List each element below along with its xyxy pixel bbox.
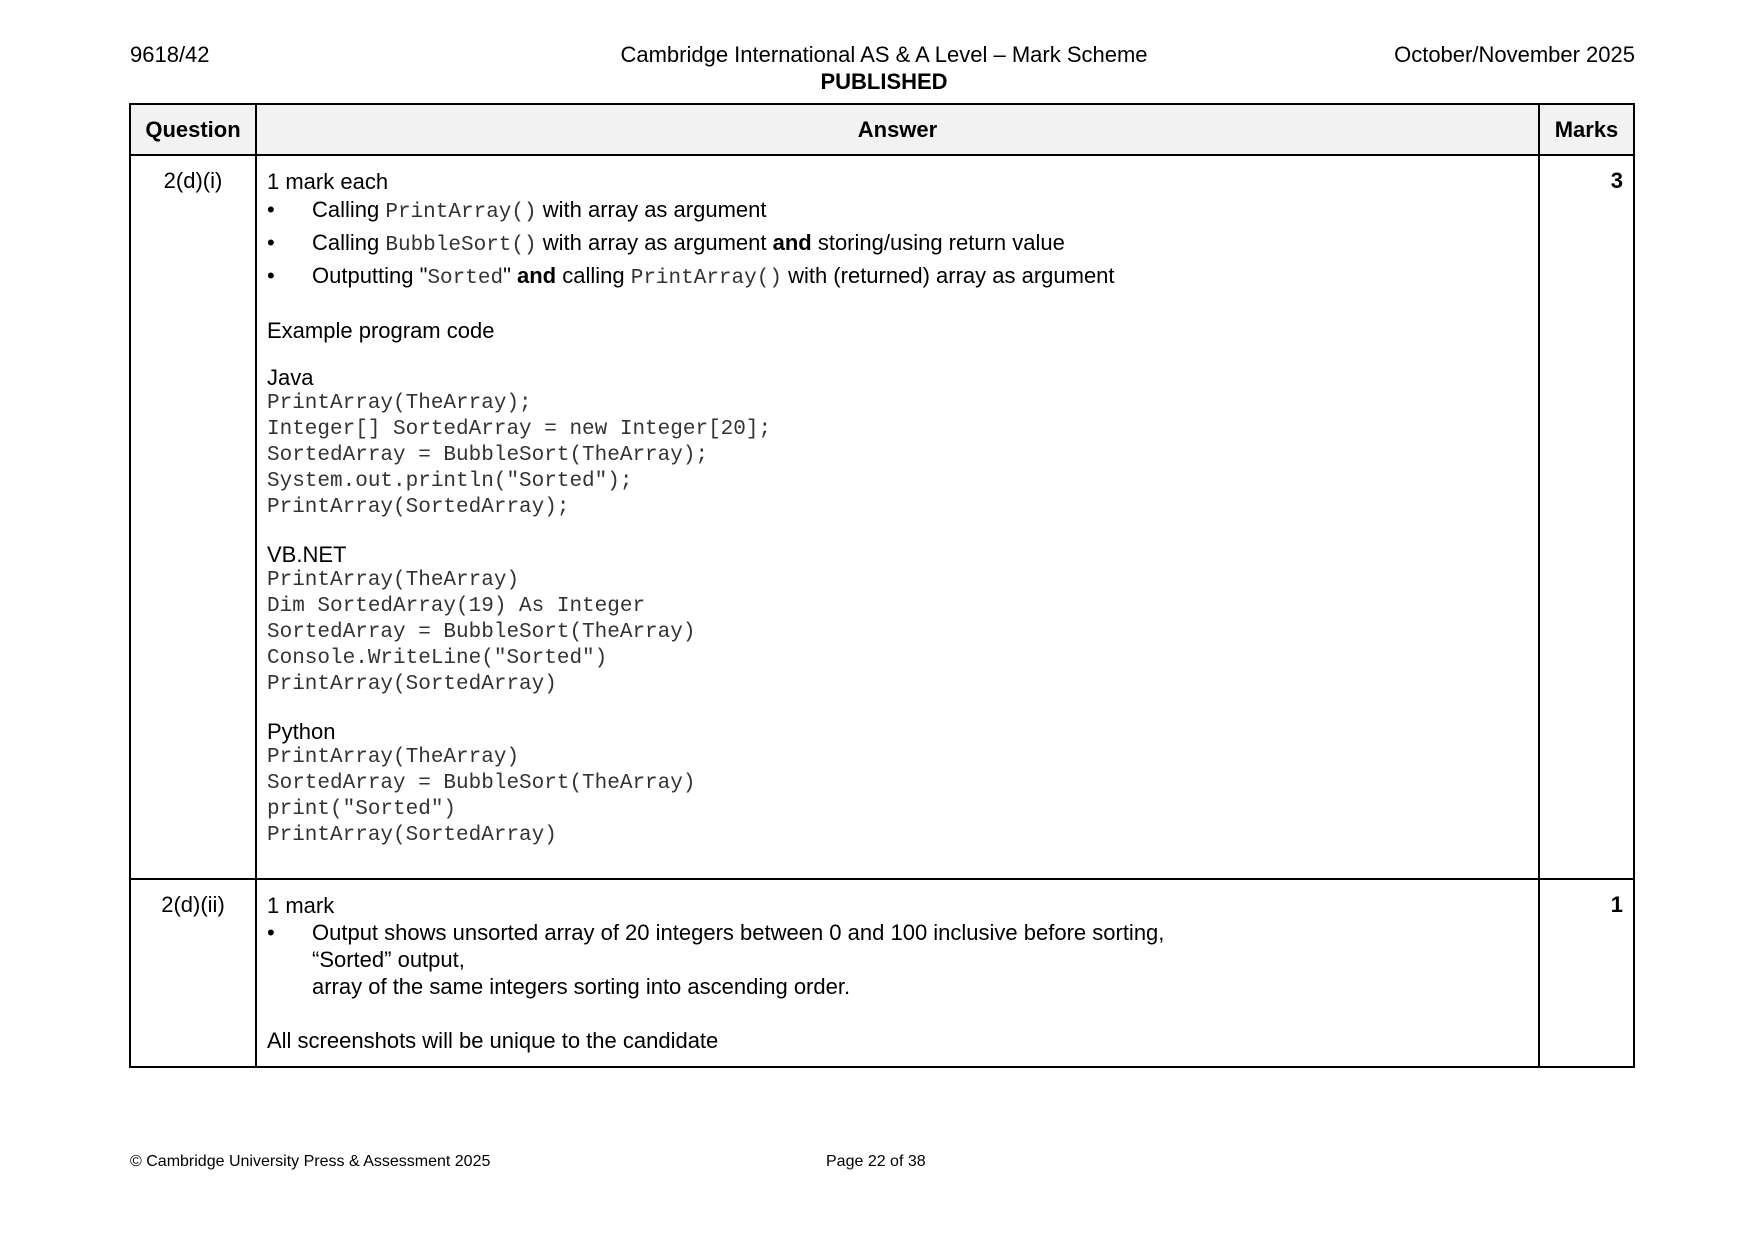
- table-row: [130, 879, 1634, 1067]
- inline-code: PrintArray(): [630, 267, 782, 290]
- java-label: Java: [267, 365, 314, 390]
- quote-mark: ": [419, 263, 428, 288]
- mark-point-text: with (returned) array as argument: [781, 263, 1115, 288]
- mark-allocation: 1 mark each: [267, 169, 389, 194]
- candidate-note: All screenshots will be unique to the candidate: [267, 1028, 719, 1053]
- inline-code: BubbleSort(): [385, 234, 537, 257]
- mark-point-text: with array as argument: [536, 230, 773, 255]
- mark-point-text: with array as argument: [536, 197, 767, 222]
- emphasis-and: and: [510, 263, 557, 288]
- marks-header: Marks: [1539, 104, 1634, 155]
- mark-point: [267, 228, 1528, 261]
- mark-point: [267, 195, 1528, 228]
- marks-value: 3: [1539, 155, 1634, 879]
- table-row: [130, 155, 1634, 879]
- mark-point-text: Outputting: [312, 263, 420, 288]
- example-label: Example program code: [267, 318, 495, 343]
- copyright-notice: © Cambridge University Press & Assessment 2025: [130, 1153, 491, 1170]
- emphasis-and: and: [772, 230, 812, 255]
- paper-code: 9618/42: [130, 42, 210, 67]
- mark-point: [267, 919, 1528, 1000]
- page-number: Page 22 of 38: [826, 1153, 926, 1170]
- answer-cell: [256, 155, 1539, 879]
- mark-point-line: • Output shows unsorted array of 20 integers between 0 and 100 inclusive before sorting,: [312, 920, 1165, 945]
- marks-value: 1: [1539, 879, 1634, 1067]
- mark-point-text: Calling: [312, 197, 386, 222]
- python-label: Python: [267, 719, 336, 744]
- mark-point-text: Calling: [312, 230, 386, 255]
- mark-point-text: calling: [556, 263, 631, 288]
- mark-scheme-table: [129, 103, 1635, 1068]
- exam-session: October/November 2025: [1394, 42, 1635, 67]
- question-number: 2(d)(i): [130, 155, 256, 879]
- published-label: PUBLISHED: [820, 69, 948, 94]
- mark-point-line: “Sorted” output,: [312, 947, 465, 972]
- document-title-text: Cambridge International AS & A Level – Mark Scheme: [620, 42, 1148, 67]
- quote-mark: ": [503, 263, 511, 288]
- java-code-block: PrintArray(TheArray); Integer[] SortedArray = new Integer[20]; SortedArray = BubbleSort(TheArray); System.out.println("Sorted"); PrintArray(SortedArray);: [267, 392, 772, 519]
- inline-code: Sorted: [427, 267, 504, 290]
- mark-point: [267, 261, 1528, 294]
- table-header-row: [130, 104, 1634, 155]
- inline-code: PrintArray(): [385, 201, 537, 224]
- mark-point-text: storing/using return value: [811, 230, 1065, 255]
- question-number: 2(d)(ii): [130, 879, 256, 1067]
- vbnet-code-block: PrintArray(TheArray) Dim SortedArray(19) As Integer SortedArray = BubbleSort(TheArray) Console.WriteLine("Sorted") PrintArray(SortedArray): [267, 569, 696, 696]
- answer-cell: [256, 879, 1539, 1067]
- vbnet-label: VB.NET: [267, 542, 347, 567]
- mark-point-line: array of the same integers sorting into ascending order.: [312, 974, 851, 999]
- mark-allocation: 1 mark: [267, 893, 335, 918]
- mark-points-list: [267, 195, 1528, 294]
- mark-points-list: [267, 919, 1528, 1000]
- answer-header: Answer: [256, 104, 1539, 155]
- question-header: Question: [130, 104, 256, 155]
- python-code-block: PrintArray(TheArray) SortedArray = BubbleSort(TheArray) print("Sorted") PrintArray(SortedArray): [267, 746, 696, 847]
